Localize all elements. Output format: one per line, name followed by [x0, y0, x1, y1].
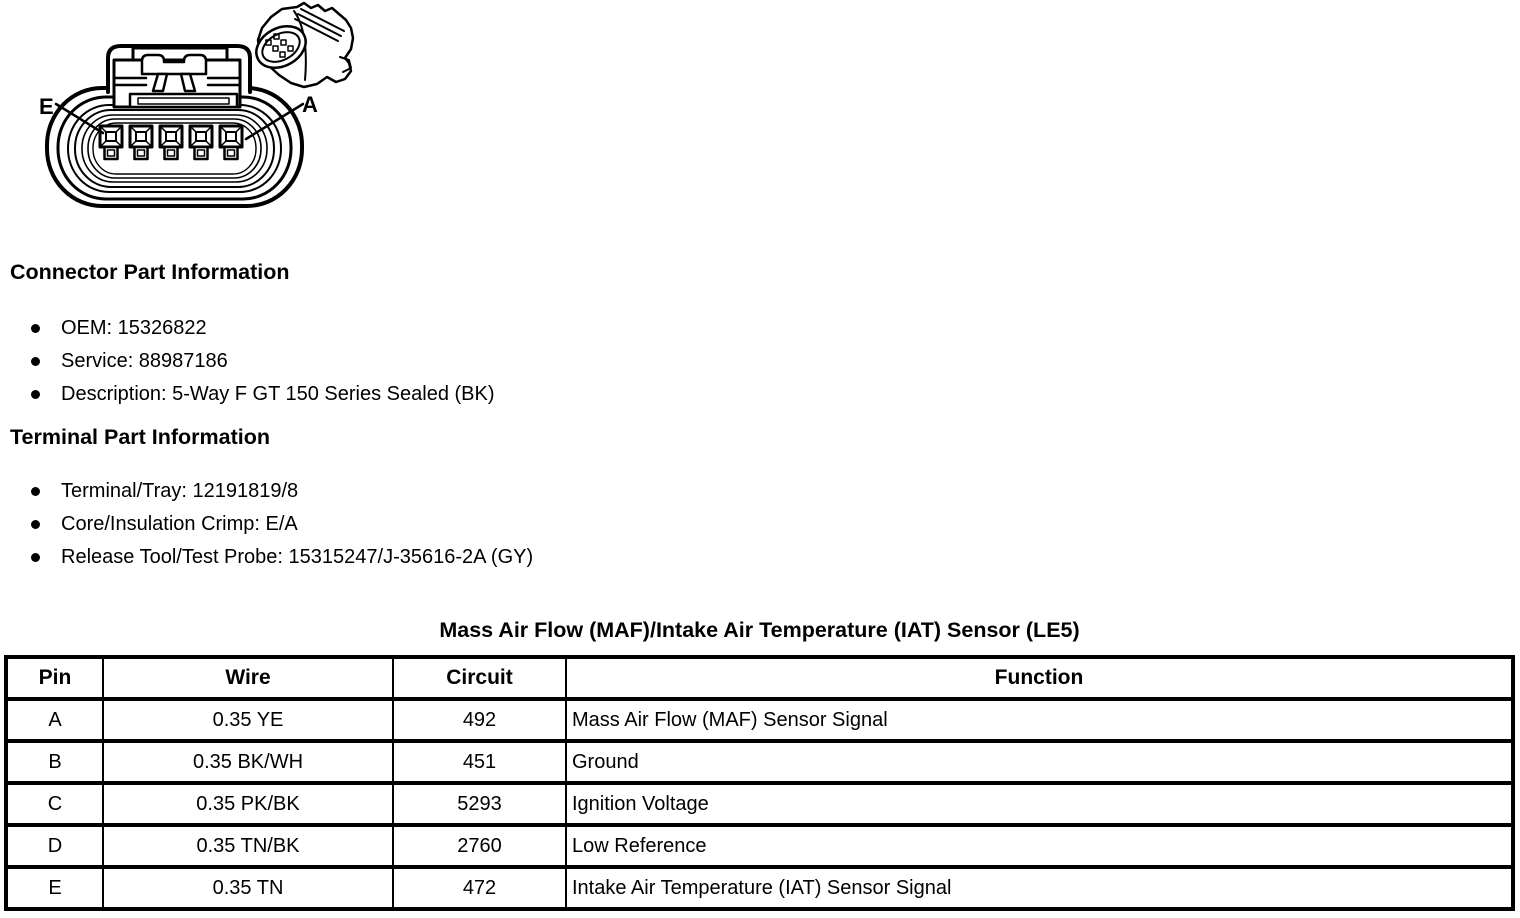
section-heading-terminal-part-information: Terminal Part Information [10, 425, 271, 449]
pin-cell: C [6, 783, 103, 825]
table-row [6, 783, 1513, 825]
list-item [31, 312, 495, 345]
col-header-pin: Pin [6, 657, 103, 699]
bullet-icon [31, 553, 40, 562]
list-item [31, 475, 533, 508]
connector-face-view-icon [47, 46, 303, 206]
pin-cell: B [6, 741, 103, 783]
function-cell: Ignition Voltage [566, 783, 1513, 825]
pin-cell: A [6, 699, 103, 741]
bullet-icon [31, 390, 40, 399]
circuit-cell: 5293 [393, 783, 566, 825]
list-item-text: Core/Insulation Crimp: E/A [61, 513, 298, 535]
terminal-part-info-list [31, 475, 533, 574]
table-row [6, 699, 1513, 741]
wire-cell: 0.35 PK/BK [103, 783, 393, 825]
table-row [6, 741, 1513, 783]
list-item-text: OEM: 15326822 [61, 317, 207, 339]
wire-cell: 0.35 TN/BK [103, 825, 393, 867]
pin-cell: E [6, 867, 103, 909]
circuit-cell: 451 [393, 741, 566, 783]
bullet-icon [31, 324, 40, 333]
table-row [6, 825, 1513, 867]
list-item-text: Description: 5-Way F GT 150 Series Sealed (BK) [61, 383, 495, 405]
wire-cell: 0.35 BK/WH [103, 741, 393, 783]
list-item-text: Terminal/Tray: 12191819/8 [61, 480, 299, 502]
col-header-circuit: Circuit [393, 657, 566, 699]
circuit-cell: 2760 [393, 825, 566, 867]
list-item-text: Service: 88987186 [61, 350, 228, 372]
wire-cell: 0.35 TN [103, 867, 393, 909]
pin-a-label: A [302, 92, 318, 117]
list-item-text: Release Tool/Test Probe: 15315247/J-35616-2A (GY) [61, 546, 534, 568]
pin-cell: D [6, 825, 103, 867]
connector-part-info-list [31, 312, 495, 411]
list-item [31, 345, 495, 378]
table-header-row [6, 657, 1513, 699]
section-heading-connector-part-information: Connector Part Information [10, 260, 290, 284]
connector-3d-view-icon [249, 3, 353, 87]
function-cell: Intake Air Temperature (IAT) Sensor Signal [566, 867, 1513, 909]
connector-diagram [0, 0, 380, 240]
col-header-function: Function [566, 657, 1513, 699]
pin-e-label: E [39, 94, 54, 119]
function-cell: Ground [566, 741, 1513, 783]
table-title: Mass Air Flow (MAF)/Intake Air Temperature (IAT) Sensor (LE5) [439, 618, 1080, 642]
list-item [31, 378, 495, 411]
circuit-cell: 492 [393, 699, 566, 741]
bullet-icon [31, 487, 40, 496]
list-item [31, 541, 533, 574]
circuit-cell: 472 [393, 867, 566, 909]
function-cell: Low Reference [566, 825, 1513, 867]
pinout-table [4, 655, 1515, 911]
wire-cell: 0.35 YE [103, 699, 393, 741]
bullet-icon [31, 357, 40, 366]
list-item [31, 508, 533, 541]
function-cell: Mass Air Flow (MAF) Sensor Signal [566, 699, 1513, 741]
table-row [6, 867, 1513, 909]
connector-diagram-svg [0, 0, 380, 240]
col-header-wire: Wire [103, 657, 393, 699]
bullet-icon [31, 520, 40, 529]
